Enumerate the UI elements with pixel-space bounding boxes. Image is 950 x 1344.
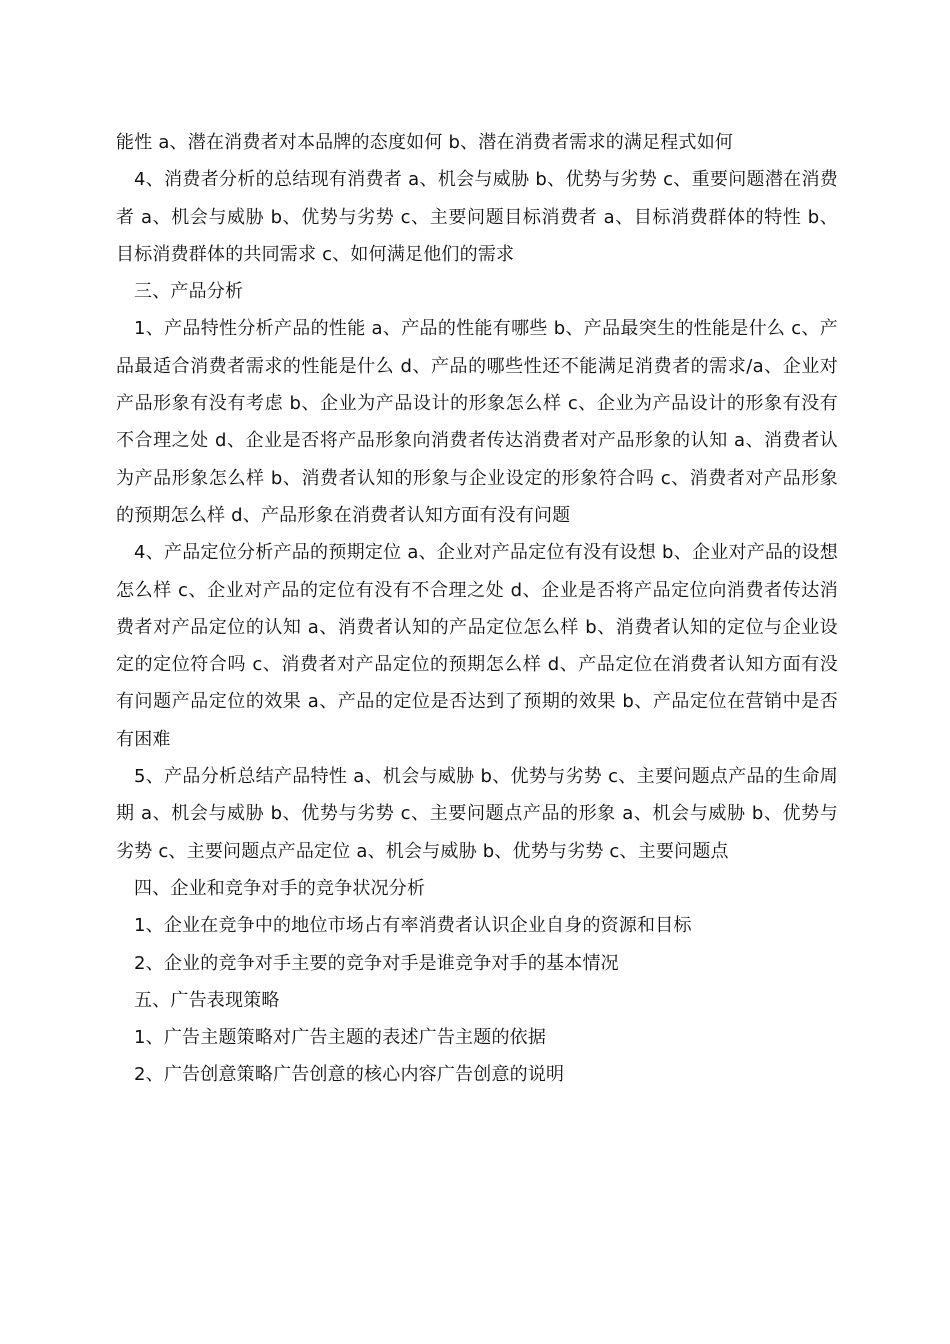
section-heading-product-analysis: 三、产品分析 — [134, 281, 244, 303]
paragraph-product-positioning: 4、产品定位分析产品的预期定位 a、企业对产品定位有没有设想 b、企业对产品的设想怎么样 c、企业对产品的定位有没有不合理之处 d、企业是否将产品定位向消费者传达消费者对产品定位的认知 a、消费者认知的产品定位怎么样 b、消费者认知的定位与企业设定的定位符合吗 c、消费者对产品定位的预期怎么样 d、产品定位在消费者认知方面有没有问题产品定位的效果 a、产品的定位是否达到了预期的效果 b、产品定位在营销中是否有困难 — [116, 542, 838, 750]
paragraph-product-summary: 5、产品分析总结产品特性 a、机会与威胁 b、优势与劣势 c、主要问题点产品的生命周期 a、机会与威胁 b、优势与劣势 c、主要问题点产品的形象 a、机会与威胁 b、优势与劣势 c、主要问题点产品定位 a、机会与威胁 b、优势与劣势 c、主要问题点 — [116, 766, 838, 862]
paragraph-product-features: 1、产品特性分析产品的性能 a、产品的性能有哪些 b、产品最突生的性能是什么 c、产品最适合消费者需求的性能是什么 d、产品的哪些性还不能满足消费者的需求/a、企业对产品形象有没有考虑 b、企业为产品设计的形象怎么样 c、企业为产品设计的形象有没有不合理之处 d、企业是否将产品形象向消费者传达消费者对产品形象的认知 a、消费者认为产品形象怎么样 b、消费者认知的形象与企业设定的形象符合吗 c、消费者对产品形象的预期怎么样 d、产品形象在消费者认知方面有没有问题 — [116, 318, 838, 526]
section-heading-ad-strategy: 五、广告表现策略 — [134, 989, 280, 1011]
paragraph-ad-creative: 2、广告创意策略广告创意的核心内容广告创意的说明 — [134, 1064, 565, 1086]
paragraph-ad-theme: 1、广告主题策略对广告主题的表述广告主题的依据 — [134, 1027, 547, 1049]
paragraph-consumer-summary: 4、消费者分析的总结现有消费者 a、机会与威胁 b、优势与劣势 c、重要问题潜在消费者 a、机会与威胁 b、优势与劣势 c、主要问题目标消费者 a、目标消费群体的特性 b、目标消费群体的共同需求 c、如何满足他们的需求 — [116, 169, 838, 265]
section-heading-competition-analysis: 四、企业和竞争对手的竞争状况分析 — [134, 877, 426, 899]
document-body — [116, 124, 838, 1094]
paragraph-competitors: 2、企业的竞争对手主要的竞争对手是谁竞争对手的基本情况 — [134, 952, 619, 974]
paragraph-competitive-position: 1、企业在竞争中的地位市场占有率消费者认识企业自身的资源和目标 — [134, 915, 692, 937]
paragraph-continuation: 能性 a、潜在消费者对本品牌的态度如何 b、潜在消费者需求的满足程式如何 — [116, 132, 734, 153]
